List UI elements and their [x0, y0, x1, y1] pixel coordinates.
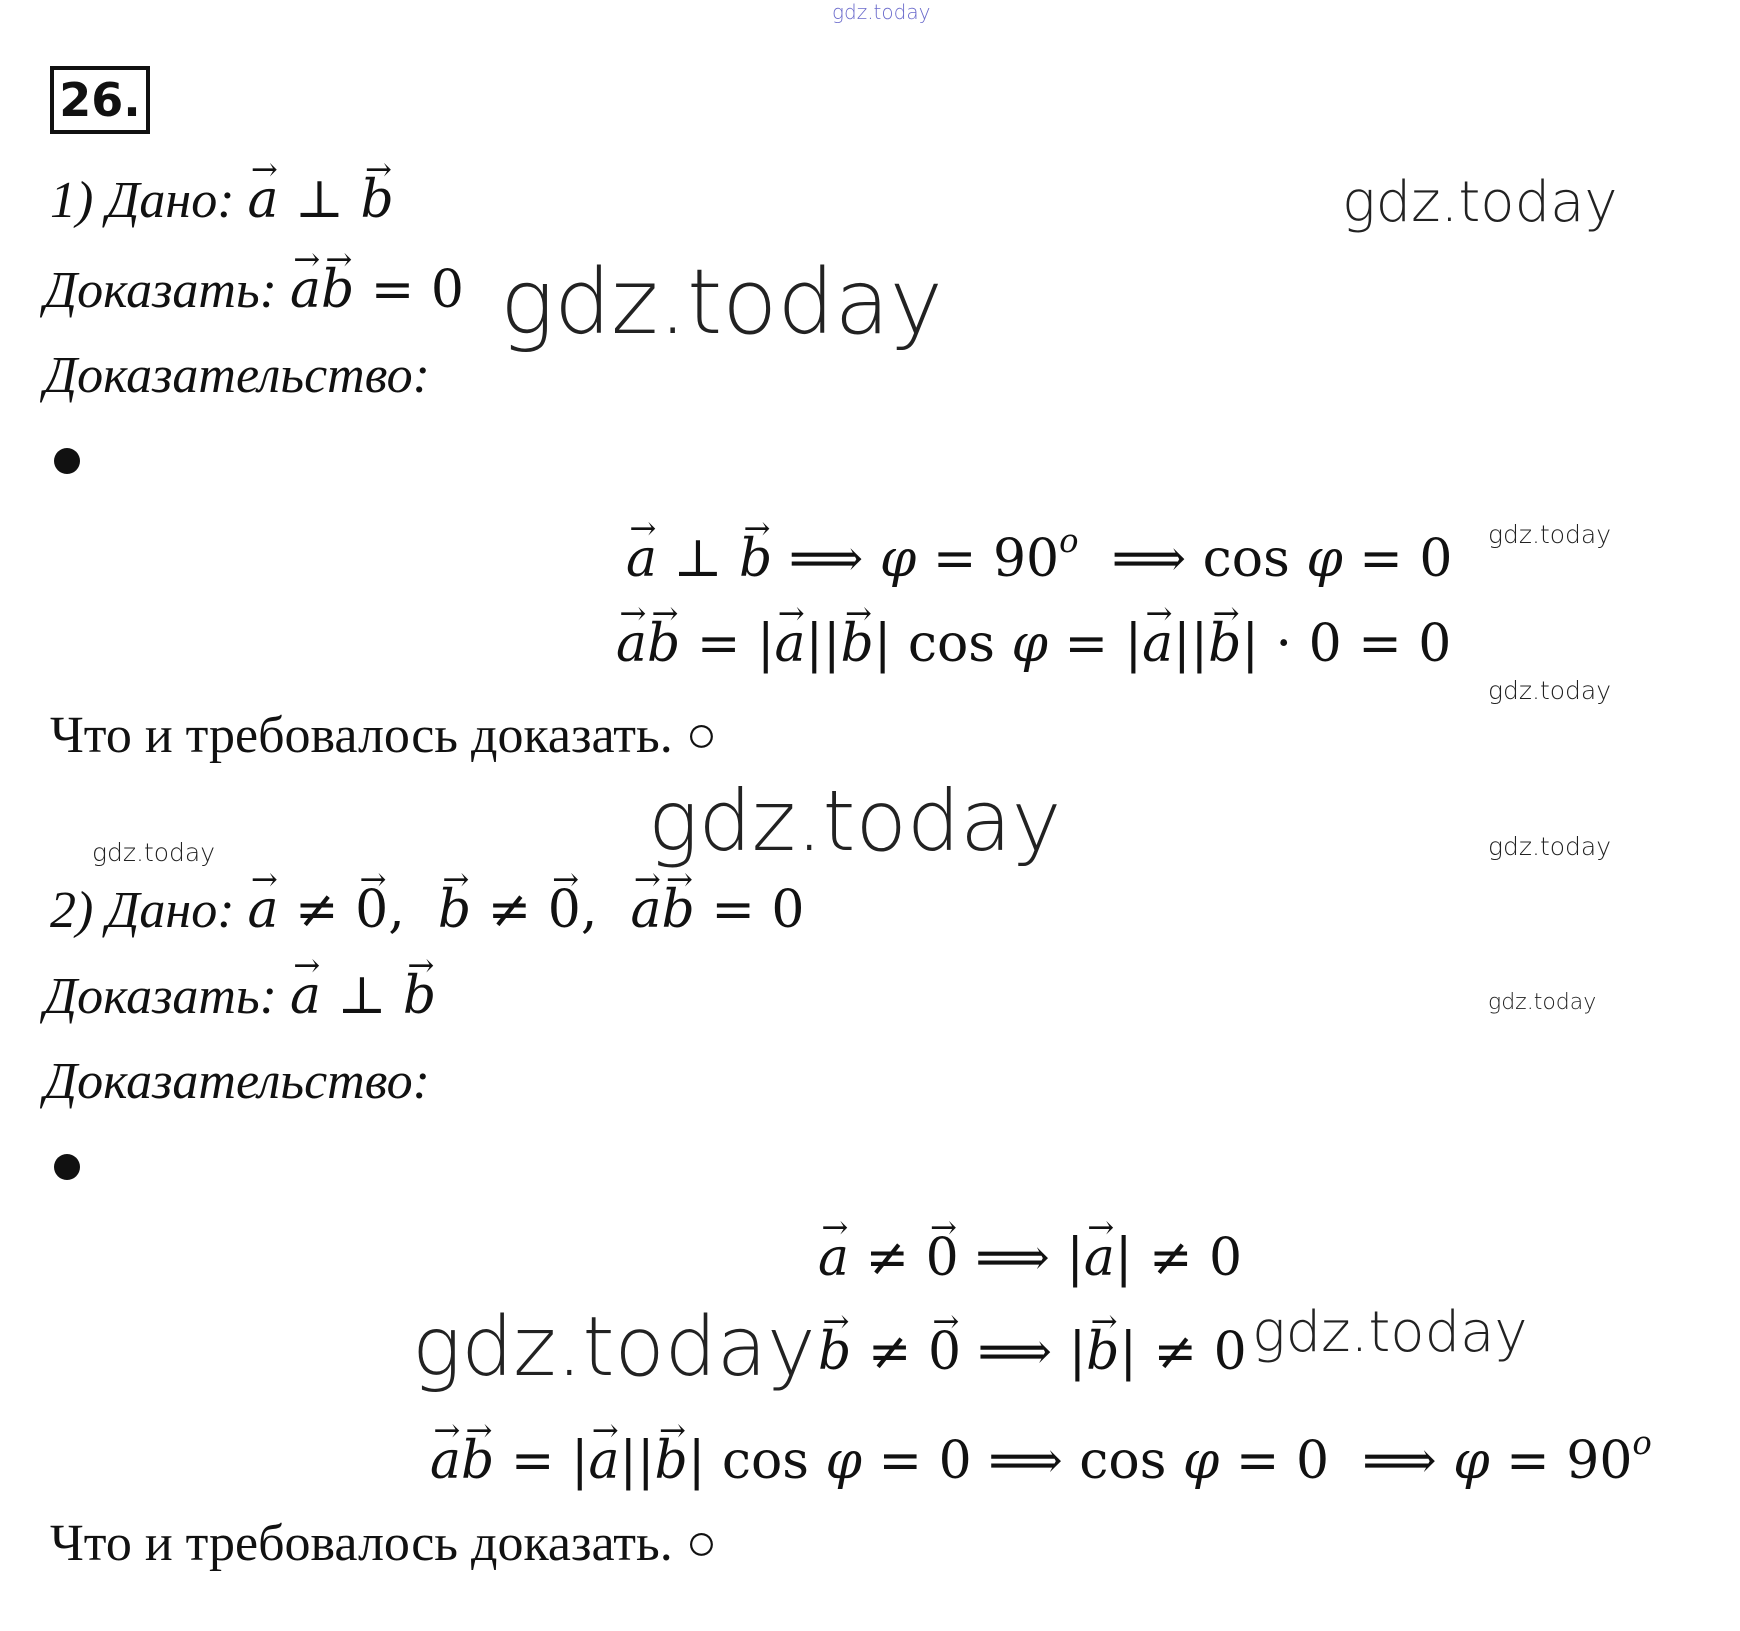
part1-prove-math: → a→ b = 0: [290, 260, 464, 320]
part1-proof-label: Доказательство:: [44, 347, 430, 404]
part2-line2: → b ≠ → 0 ⟹ |→ b| ≠ 0: [818, 1322, 1247, 1382]
part1-prove: [44, 260, 464, 320]
watermark-5: gdz.today: [648, 772, 1062, 870]
part2-conclusion: Что и требовалось доказать. ○: [50, 1515, 718, 1572]
watermark-3: gdz.today: [1488, 520, 1612, 549]
part2-prove-math: → a ⊥ → b: [290, 966, 436, 1026]
watermark-7: gdz.today: [1488, 832, 1612, 861]
watermark-6: gdz.today: [92, 838, 216, 867]
part1-bullet: [54, 448, 80, 474]
watermark-2: gdz.today: [500, 250, 943, 355]
watermark-9: gdz.today: [412, 1300, 816, 1395]
part2-prove: [44, 966, 436, 1026]
part2-line1: → a ≠ → 0 ⟹ |→ a| ≠ 0: [818, 1228, 1242, 1288]
watermark-4: gdz.today: [1488, 676, 1612, 705]
part1-prove-label: Доказать:: [44, 262, 277, 319]
watermark-10: gdz.today: [1252, 1300, 1528, 1365]
part1-conclusion: Что и требовалось доказать. ○: [50, 707, 718, 764]
part2-bullet: [54, 1154, 80, 1180]
part1-line2: → a→ b = |→ a||→ b| cos φ = |→ a||→ b| · 0 = 0: [616, 614, 1451, 674]
part2-proof-label: Доказательство:: [44, 1053, 430, 1110]
watermark-top: gdz.today: [832, 0, 931, 24]
part2-given: [50, 880, 805, 940]
watermark-8: gdz.today: [1488, 990, 1597, 1015]
part2-given-label: 2) Дано:: [50, 882, 235, 939]
part2-line3: → a→ b = |→ a||→ b| cos φ = 0 ⟹ cos φ = 0 ⟹ $\varphi = 90^o$: [430, 1424, 1652, 1491]
part2-given-math: → a ≠ → 0, → b ≠ → 0, → a→ b = 0: [248, 880, 805, 940]
part1-given: [50, 170, 394, 230]
part2-prove-label: Доказать:: [44, 968, 277, 1025]
part1-given-label: 1) Дано:: [50, 172, 235, 229]
part1-line1: → a ⊥ → b ⟹ $\varphi = 90^o$ ⟹ cos φ = 0: [626, 522, 1452, 589]
part1-given-math: → a ⊥ → b: [248, 170, 394, 230]
watermark-1: gdz.today: [1342, 170, 1618, 235]
problem-number: 26.: [50, 66, 150, 134]
